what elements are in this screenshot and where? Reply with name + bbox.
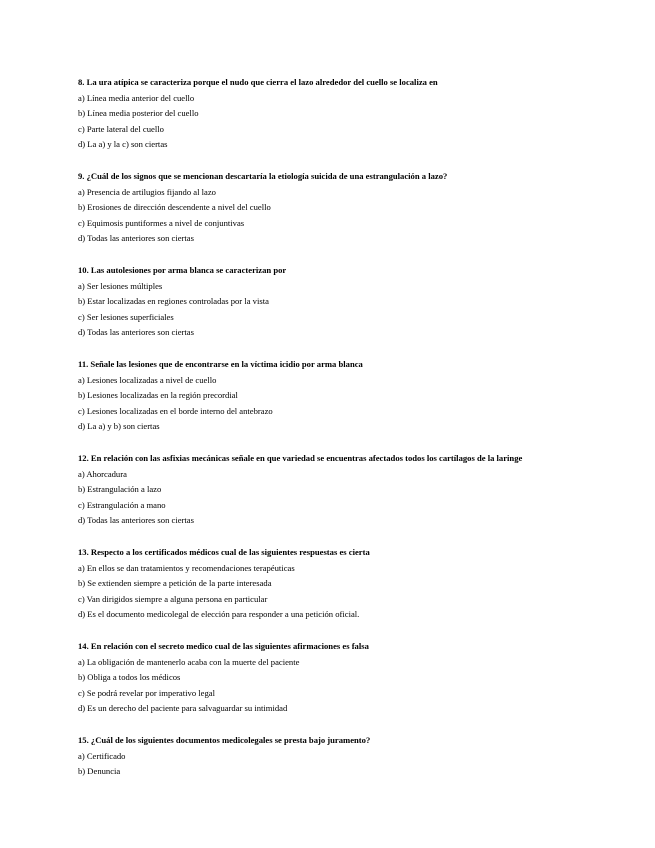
answer-option-a: a) En ellos se dan tratamientos y recomendaciones terapéuticas: [78, 562, 295, 573]
question-10: [78, 263, 618, 341]
answer-option-b: b) Se extienden siempre a petición de la parte interesada: [78, 578, 272, 588]
question-title: 12. En relación con las asfixias mecánicas señale en que variedad se encuentras afectados todos los cartílagos de la laringe: [78, 453, 523, 463]
answer-option-a: a) Línea media anterior del cuello: [78, 92, 195, 103]
answer-option-b: b) Lesiones localizadas en la región precordial: [78, 390, 238, 400]
answer-option-c: c) Parte lateral del cuello: [78, 123, 164, 134]
answer-option-b: b) Erosiones de dirección descendente a nivel del cuello: [78, 202, 271, 212]
question-9: [78, 169, 618, 247]
answer-option-a: a) La obligación de mantenerlo acaba con la muerte del paciente: [78, 656, 300, 667]
answer-option-d: d) Todas las anteriores son ciertas: [78, 327, 194, 337]
question-title: 11. Señale las lesiones que de encontrarse en la víctima icidio por arma blanca: [78, 359, 363, 369]
answer-option-c: c) Estrangulación a mano: [78, 499, 166, 510]
answer-option-c: c) Ser lesiones superficiales: [78, 311, 174, 322]
answer-option-a: a) Certificado: [78, 750, 126, 761]
question-title: 15. ¿Cuál de los siguientes documentos medicolegales se presta bajo juramento?: [78, 735, 371, 745]
answer-option-a: a) Ahorcadura: [78, 468, 127, 479]
answer-option-d: d) Es un derecho del paciente para salvaguardar su intimidad: [78, 703, 288, 713]
answer-option-b: b) Línea media posterior del cuello: [78, 108, 199, 118]
answer-option-d: d) Todas las anteriores son ciertas: [78, 233, 194, 243]
answer-option-a: a) Lesiones localizadas a nivel de cuello: [78, 374, 217, 385]
answer-option-d: d) Es el documento medicolegal de elección para responder a una petición oficial.: [78, 609, 360, 619]
question-title: 8. La ura atípica se caracteriza porque el nudo que cierra el lazo alrededor del cuello se localiza en: [78, 77, 438, 87]
answer-option-b: b) Denuncia: [78, 766, 121, 776]
question-title: 9. ¿Cuál de los signos que se mencionan descartaría la etiología suicida de una estrangulación a lazo?: [78, 171, 448, 181]
answer-option-a: a) Ser lesiones múltiples: [78, 280, 163, 291]
answer-option-d: d) Todas las anteriores son ciertas: [78, 515, 194, 525]
question-12: [78, 451, 618, 529]
document-page: [78, 75, 618, 796]
answer-option-a: a) Presencia de artilugios fijando al lazo: [78, 186, 216, 197]
question-11: [78, 357, 618, 435]
question-15: [78, 733, 618, 780]
question-14: [78, 639, 618, 717]
question-8: [78, 75, 618, 153]
question-title: 13. Respecto a los certificados médicos cual de las siguientes respuestas es cierta: [78, 547, 370, 557]
question-13: [78, 545, 618, 623]
answer-option-c: c) Van dirigidos siempre a alguna persona en particular: [78, 593, 268, 604]
question-title: 14. En relación con el secreto medico cual de las siguientes afirmaciones es falsa: [78, 641, 369, 651]
answer-option-c: c) Lesiones localizadas en el borde interno del antebrazo: [78, 405, 273, 416]
answer-option-b: b) Estrangulación a lazo: [78, 484, 162, 494]
answer-option-c: c) Equimosis puntiformes a nivel de conjuntivas: [78, 217, 245, 228]
answer-option-c: c) Se podrá revelar por imperativo legal: [78, 687, 215, 698]
question-title: 10. Las autolesiones por arma blanca se caracterizan por: [78, 265, 287, 275]
answer-option-d: d) La a) y b) son ciertas: [78, 421, 160, 431]
answer-option-d: d) La a) y la c) son ciertas: [78, 139, 168, 149]
answer-option-b: b) Obliga a todos los médicos: [78, 672, 181, 682]
answer-option-b: b) Estar localizadas en regiones controladas por la vista: [78, 296, 269, 306]
